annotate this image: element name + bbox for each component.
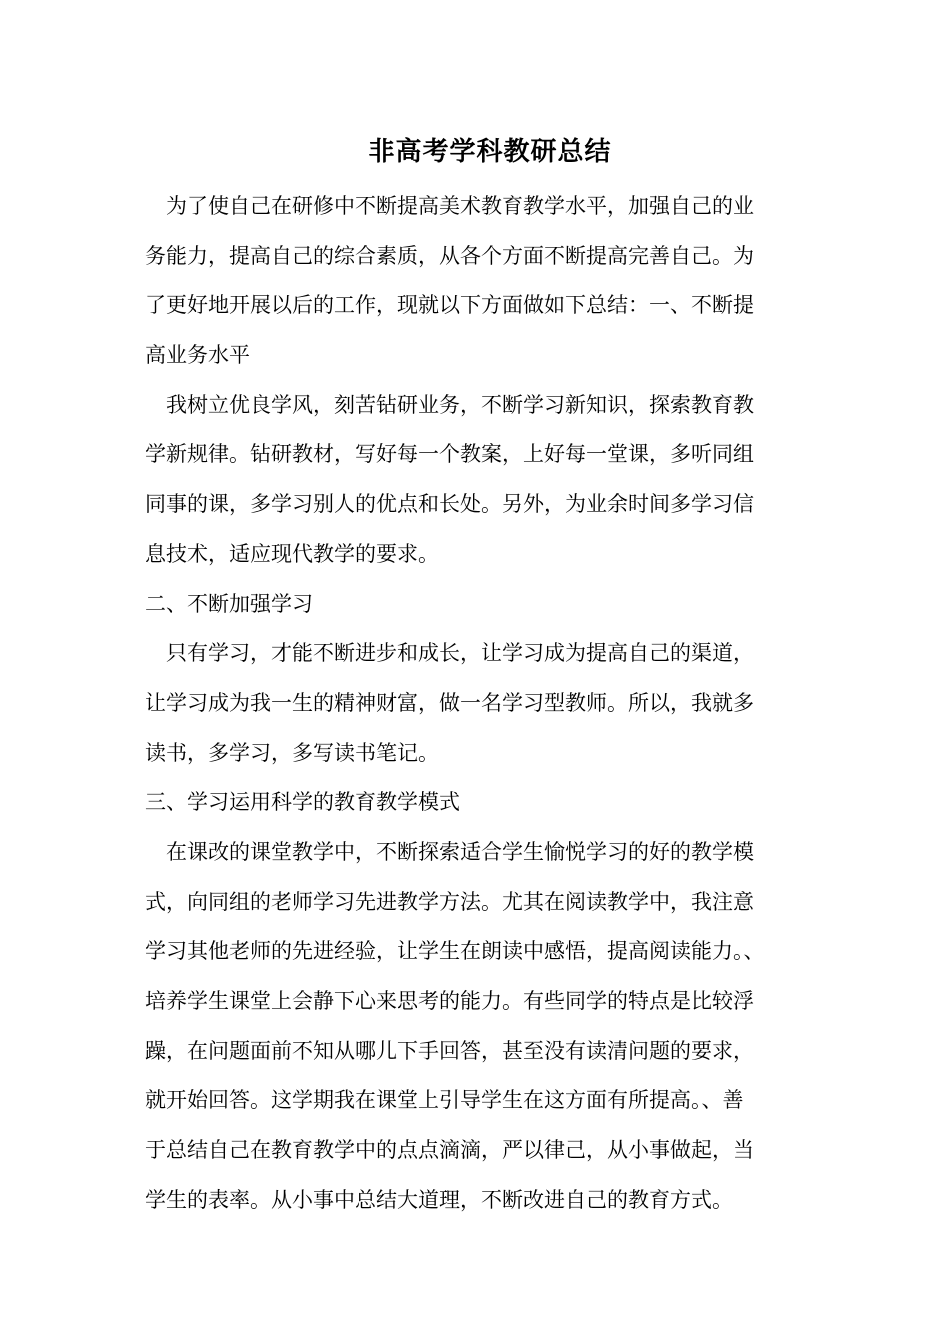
text-line: 学新规律。钻研教材，写好每一个教案，上好每一堂课，多听同组: [145, 442, 754, 467]
text-line: 读书，多学习，多写读书笔记。: [145, 740, 439, 765]
text-line: 息技术，适应现代教学的要求。: [145, 541, 439, 566]
text-line: 学生的表率。从小事中总结大道理，不断改进自己的教育方式。: [145, 1187, 733, 1212]
text-line: 务能力，提高自己的综合素质，从各个方面不断提高完善自己。为: [145, 243, 754, 268]
document-title: 非高考学科教研总结: [368, 137, 612, 167]
text-line: 只有学习，才能不断进步和成长，让学习成为提高自己的渠道，: [145, 641, 754, 666]
document-body: [145, 182, 825, 1225]
section-heading: 三、学习运用科学的教育教学模式: [145, 790, 460, 815]
text-line: 为了使自己在研修中不断提高美术教育教学水平，加强自己的业: [145, 194, 754, 218]
section-heading: 二、不断加强学习: [145, 591, 313, 616]
text-line: 就开始回答。这学期我在课堂上引导学生在这方面有所提高。、善: [145, 1088, 744, 1113]
text-line: 培养学生课堂上会静下心来思考的能力。有些同学的特点是比较浮: [145, 989, 754, 1013]
text-line: 了更好地开展以后的工作，现就以下方面做如下总结：一、不断提: [145, 293, 754, 318]
text-line: 于总结自己在教育教学中的点点滴滴，严以律己，从小事做起，当: [145, 1138, 754, 1163]
text-line: 同事的课，多学习别人的优点和长处。另外，为业余时间多学习信: [145, 492, 754, 517]
text-line: 高业务水平: [145, 343, 250, 368]
text-line: 我树立优良学风，刻苦钻研业务，不断学习新知识，探索教育教: [145, 392, 754, 417]
text-line: 学习其他老师的先进经验，让学生在朗读中感悟，提高阅读能力。、: [145, 939, 765, 964]
text-line: 在课改的课堂教学中，不断探索适合学生愉悦学习的好的教学模: [145, 839, 754, 864]
text-line: 式，向同组的老师学习先进教学方法。尤其在阅读教学中，我注意: [145, 889, 754, 914]
text-line: 躁，在问题面前不知从哪儿下手回答，甚至没有读清问题的要求，: [145, 1038, 754, 1063]
text-line: 让学习成为我一生的精神财富，做一名学习型教师。所以，我就多: [145, 690, 754, 715]
